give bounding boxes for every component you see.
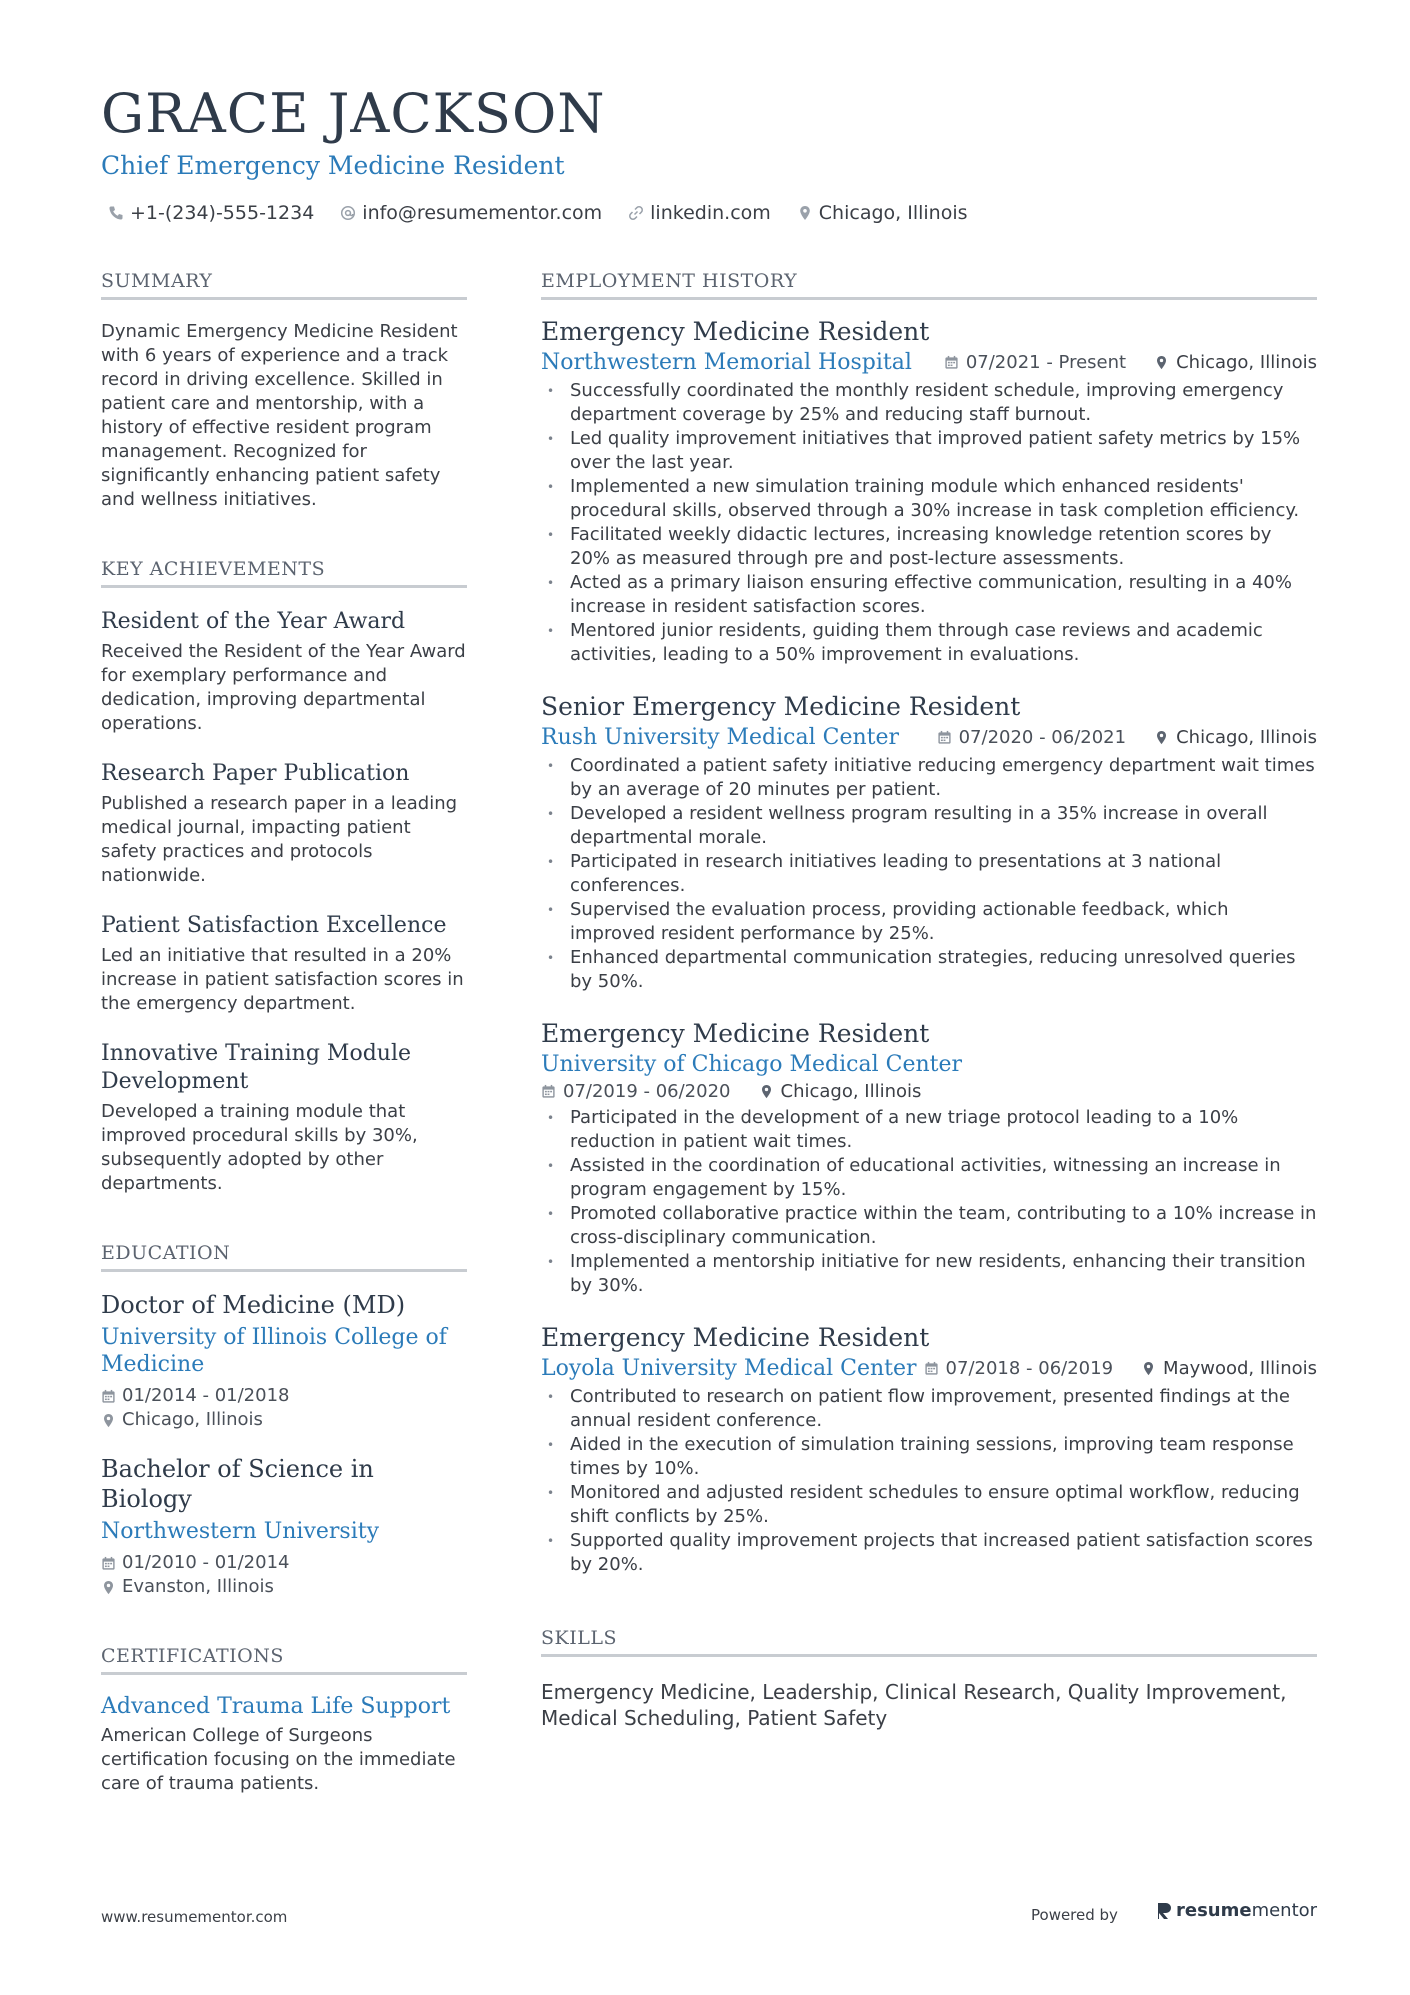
company-name[interactable]: University of Chicago Medical Center [541,1052,963,1077]
achievement-item [101,912,467,1016]
job-bullets [541,754,1317,994]
list-item: • Participated in research initiatives leading to presentations at 3 national conferences. [541,850,1317,898]
summary-text: Dynamic Emergency Medicine Resident with 6 years of experience and a track record in driving excellence. Skilled in patient care and mentorship, with a history of effective resident program management. Recognized for significantly enhancing patient safety and wellness initiatives. [101,321,458,510]
education-heading: EDUCATION [101,1242,467,1272]
list-item: • Supervised the evaluation process, providing actionable feedback, which improved resident performance by 25%. [541,898,1317,946]
list-item: • Coordinated a patient safety initiative reducing emergency department wait times by an average of 20 minutes per patient. [541,754,1317,802]
linkedin-text: linkedin.com [650,202,771,224]
job-meta [937,727,1317,748]
job-meta [541,1081,1317,1102]
list-item: • Participated in the development of a new triage protocol leading to a 10% reduction in patient wait times. [541,1106,1317,1154]
summary-heading: SUMMARY [101,270,467,300]
job-title-headline: Chief Emergency Medicine Resident [101,151,565,180]
candidate-name: GRACE JACKSON [101,82,606,145]
education-location [101,1575,467,1599]
achievement-item [101,608,467,736]
location-text: Chicago, Illinois [818,202,968,224]
school-name[interactable]: Northwestern University [101,1519,380,1544]
calendar-icon [101,1556,116,1571]
education-location [101,1408,467,1432]
list-item: • Assisted in the coordination of educational activities, witnessing an increase in program engagement by 15%. [541,1154,1317,1202]
achievement-title: Research Paper Publication [101,761,410,786]
calendar-icon [541,1084,556,1099]
brand-logo[interactable] [1156,1900,1317,1921]
list-item: • Successfully coordinated the monthly resident schedule, improving emergency department coverage by 25% and reducing staff burnout. [541,379,1317,427]
company-name[interactable]: Loyola University Medical Center [541,1356,917,1381]
achievement-text: Developed a training module that improved procedural skills by 30%, subsequently adopted by other departments. [101,1101,418,1194]
calendar-icon [924,1361,939,1376]
calendar-icon [944,355,959,370]
location-text: Chicago, Illinois [1176,352,1317,373]
job-dates [944,352,1126,373]
company-name[interactable]: Northwestern Memorial Hospital [541,350,912,375]
achievement-title: Innovative Training Module Development [101,1041,412,1094]
list-item: • Enhanced departmental communication strategies, reducing unresolved queries by 50%. [541,946,1317,994]
achievement-text: Published a research paper in a leading medical journal, impacting patient safety practices and protocols nationwide. [101,793,458,886]
achievement-item [101,1040,467,1196]
dates-text: 01/2014 - 01/2018 [122,1385,290,1406]
powered-by-label: Powered by [1031,1906,1118,1924]
contact-linkedin[interactable] [628,202,771,224]
certification-title[interactable]: Advanced Trauma Life Support [101,1694,451,1719]
job-entry [541,691,1317,994]
location-pin-icon [1154,355,1169,370]
certification-item [101,1693,467,1796]
calendar-icon [101,1389,116,1404]
dates-text: 01/2010 - 01/2014 [122,1552,290,1573]
job-bullets [541,1106,1317,1298]
certifications-heading: CERTIFICATIONS [101,1645,467,1675]
skills-heading: SKILLS [541,1627,1317,1657]
degree-title: Bachelor of Science in Biology [101,1455,374,1513]
calendar-icon [937,730,952,745]
job-location [1141,1358,1317,1379]
location-pin-icon [1141,1361,1156,1376]
location-text: Chicago, Illinois [1176,727,1317,748]
email-text: info@resumementor.com [362,202,603,224]
resumementor-logo-icon [1156,1901,1172,1921]
brand-light: mentor [1251,1900,1318,1921]
job-title: Senior Emergency Medicine Resident [541,692,1021,721]
location-pin-icon [1154,730,1169,745]
location-text: Chicago, Illinois [780,1081,922,1102]
company-name[interactable]: Rush University Medical Center [541,725,900,750]
certification-text: American College of Surgeons certification focusing on the immediate care of trauma patients. [101,1725,456,1794]
location-pin-icon [759,1084,774,1099]
job-meta [924,1358,1317,1379]
right-column [541,270,1317,1731]
phone-icon [108,205,124,221]
brand-bold: resume [1176,1900,1252,1921]
achievement-text: Led an initiative that resulted in a 20% increase in patient satisfaction scores in the emergency department. [101,945,464,1014]
dates-text: 07/2020 - 06/2021 [958,727,1127,748]
location-pin-icon [797,205,813,221]
school-name[interactable]: University of Illinois College of Medicine [101,1325,447,1377]
dates-text: 07/2019 - 06/2020 [563,1081,731,1102]
job-dates [541,1081,731,1102]
education-item [101,1290,467,1432]
list-item: • Facilitated weekly didactic lectures, increasing knowledge retention scores by 20% as measured through pre and post-lecture assessments. [541,523,1317,571]
education-dates [101,1384,467,1408]
list-item: • Acted as a primary liaison ensuring effective communication, resulting in a 40% increase in resident satisfaction scores. [541,571,1317,619]
job-title: Emergency Medicine Resident [541,317,930,346]
job-location [759,1081,922,1102]
job-entry [541,316,1317,667]
list-item: • Supported quality improvement projects that increased patient satisfaction scores by 20%. [541,1529,1317,1577]
list-item: • Mentored junior residents, guiding them through case reviews and academic activities, leading to a 50% improvement in evaluations. [541,619,1317,667]
contact-bar [108,202,968,224]
dates-text: 07/2021 - Present [965,352,1127,373]
list-item: • Monitored and adjusted resident schedules to ensure optimal workflow, reducing shift conflicts by 25%. [541,1481,1317,1529]
location-text: Maywood, Illinois [1163,1358,1317,1379]
job-location [1154,352,1317,373]
location-text: Evanston, Illinois [122,1576,274,1597]
education-dates [101,1551,467,1575]
location-pin-icon [101,1413,116,1428]
location-pin-icon [101,1580,116,1595]
job-info-row [541,725,1317,750]
phone-text: +1-(234)-555-1234 [130,202,315,224]
dates-text: 07/2018 - 06/2019 [945,1358,1114,1379]
list-item: • Led quality improvement initiatives that improved patient safety metrics by 15% over the last year. [541,427,1317,475]
contact-location [797,202,968,224]
achievement-title: Resident of the Year Award [101,609,406,634]
job-info-row [541,1052,1317,1102]
location-text: Chicago, Illinois [122,1409,263,1430]
job-info-row [541,350,1317,375]
job-dates [937,727,1127,748]
footer-url[interactable]: www.resumementor.com [101,1908,288,1926]
link-icon [628,205,644,221]
contact-email[interactable] [340,202,602,224]
degree-title: Doctor of Medicine (MD) [101,1291,406,1319]
contact-phone[interactable] [108,202,314,224]
skills-text: Emergency Medicine, Leadership, Clinical Research, Quality Improvement, Medical Scheduling, Patient Safety [541,1680,1287,1730]
at-icon [340,205,356,221]
achievement-item [101,760,467,888]
job-meta [944,352,1317,373]
achievements-heading: KEY ACHIEVEMENTS [101,558,467,588]
employment-heading: EMPLOYMENT HISTORY [541,270,1317,300]
achievement-title: Patient Satisfaction Excellence [101,913,447,938]
achievement-text: Received the Resident of the Year Award for exemplary performance and dedication, improving departmental operations. [101,641,466,734]
job-entry [541,1322,1317,1577]
job-dates [924,1358,1114,1379]
job-title: Emergency Medicine Resident [541,1323,930,1352]
job-location [1154,727,1317,748]
list-item: • Implemented a new simulation training module which enhanced residents' procedural skills, observed through a 30% increase in task completion efficiency. [541,475,1317,523]
list-item: • Contributed to research on patient flow improvement, presented findings at the annual resident conference. [541,1385,1317,1433]
list-item: • Promoted collaborative practice within the team, contributing to a 10% increase in cross-disciplinary communication. [541,1202,1317,1250]
left-column [101,270,467,1796]
education-item [101,1454,467,1599]
list-item: • Implemented a mentorship initiative for new residents, enhancing their transition by 30%. [541,1250,1317,1298]
job-bullets [541,379,1317,667]
job-entry [541,1018,1317,1298]
job-info-row [541,1356,1317,1381]
job-title: Emergency Medicine Resident [541,1019,930,1048]
job-bullets [541,1385,1317,1577]
list-item: • Aided in the execution of simulation training sessions, improving team response times by 10%. [541,1433,1317,1481]
list-item: • Developed a resident wellness program resulting in a 35% increase in overall departmental morale. [541,802,1317,850]
